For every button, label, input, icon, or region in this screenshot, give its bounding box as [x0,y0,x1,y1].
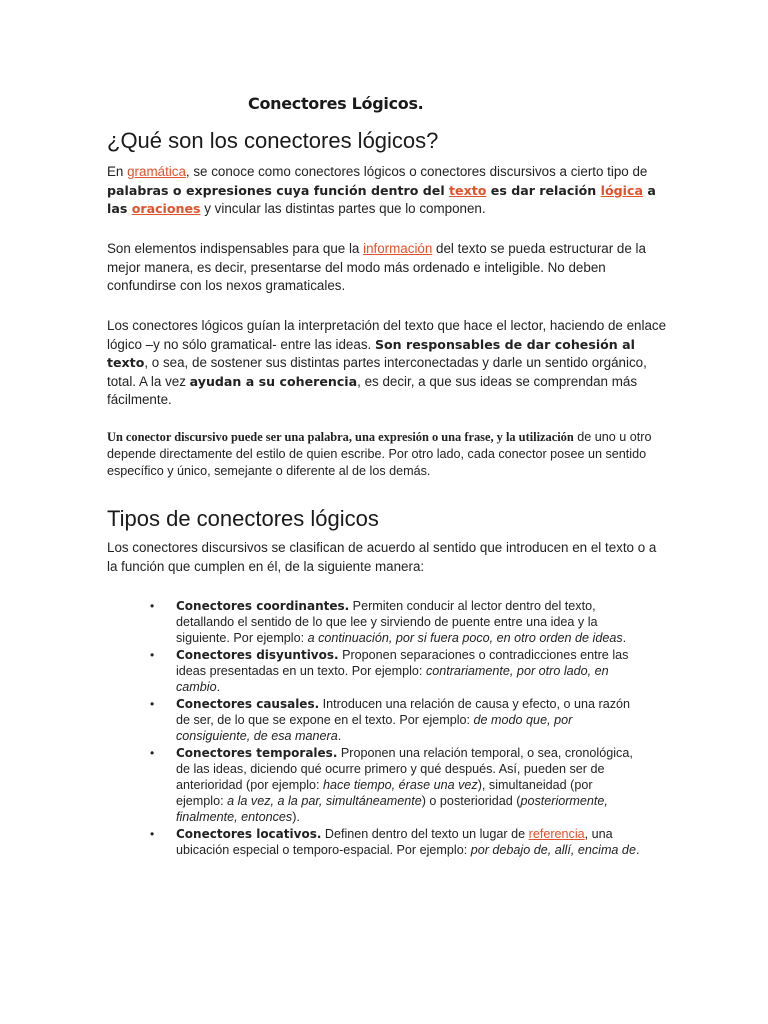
document-title: Conectores Lógicos. [248,94,424,113]
connector-types-list [150,598,640,858]
paragraph-definition: En gramática, se conoce como conectores lógicos o conectores discursivos a cierto tipo de palabras o expresiones cuya función dentro del texto es dar relación lógica a las oraciones y vincular las distintas partes que lo componen. [107,164,656,216]
section-heading-tipos: Tipos de conectores lógicos [107,506,379,531]
paragraph-conector-discursivo: Un conector discursivo puede ser una palabra, una expresión o una frase, y la utilización de uno u otro depende directamente del estilo de quien escribe. Por otro lado, cada conector posee un sentido específico y único, semejante o diferente al de los demás. [107,430,652,478]
bullet-icon: • [150,599,155,613]
link-logica[interactable]: lógica [600,182,643,198]
paragraph-tipos-intro: Los conectores discursivos se clasifican de acuerdo al sentido que introducen en el texto o a la función que cumplen en él, de la siguiente manera: [107,540,657,574]
list-item-disyuntivos: • Conectores disyuntivos. Proponen separaciones o contradicciones entre las ideas presentadas en un texto. Por ejemplo: contrariamente, por otro lado, en cambio. [150,648,629,694]
list-item-temporales: • Conectores temporales. Proponen una relación temporal, o sea, cronológica, de las ideas, diciendo qué ocurre primero y qué después. Así, pueden ser de anterioridad (por ejemplo: hace tiempo, érase una vez), simultaneidad (por ejemplo: a la vez, a la par, simultáneamente) o posterioridad (posteriormente, finalmente, entonces). [150,746,633,824]
list-item-causales: • Conectores causales. Introducen una relación de causa y efecto, o una razón de ser, de lo que se expone en el texto. Por ejemplo: de modo que, por consiguiente, de esa manera. [150,697,631,743]
bullet-icon: • [150,697,155,711]
list-item-locativos: • Conectores locativos. Definen dentro del texto un lugar de referencia, una ubicación especial o temporo-espacial. Por ejemplo: por debajo de, allí, encima de. [150,827,640,857]
link-oraciones[interactable]: oraciones [131,201,201,216]
section-heading-que-son: ¿Qué son los conectores lógicos? [107,128,439,153]
paragraph-interpretacion: Los conectores lógicos guían la interpretación del texto que hace el lector, haciendo de enlace lógico –y no sólo gramatical- entre las ideas. Son responsables de dar cohesión al texto, o sea, de sostener sus distintas partes interconectadas y darle un sentido orgánico, total. A la vez ayudan a su coherencia, es decir, a que sus ideas se comprendan más fácilmente. [107,318,667,407]
link-texto[interactable]: texto [449,182,487,198]
link-gramatica[interactable]: gramática [127,164,186,179]
bullet-icon: • [150,746,155,760]
link-informacion[interactable]: información [363,241,433,256]
link-referencia[interactable]: referencia [528,827,585,841]
bullet-icon: • [150,648,155,662]
paragraph-indispensables: Son elementos indispensables para que la información del texto se pueda estructurar de la mejor manera, es decir, presentarse del modo más ordenado e inteligible. No deben confundirse con los nexos gramaticales. [107,241,646,293]
bullet-icon: • [150,827,155,841]
list-item-coordinantes: • Conectores coordinantes. Permiten conducir al lector dentro del texto, detallando el sentido de lo que lee y sirviendo de puente entre una idea y la siguiente. Por ejemplo: a continuación, por si fuera poco, en otro orden de ideas. [150,599,627,645]
